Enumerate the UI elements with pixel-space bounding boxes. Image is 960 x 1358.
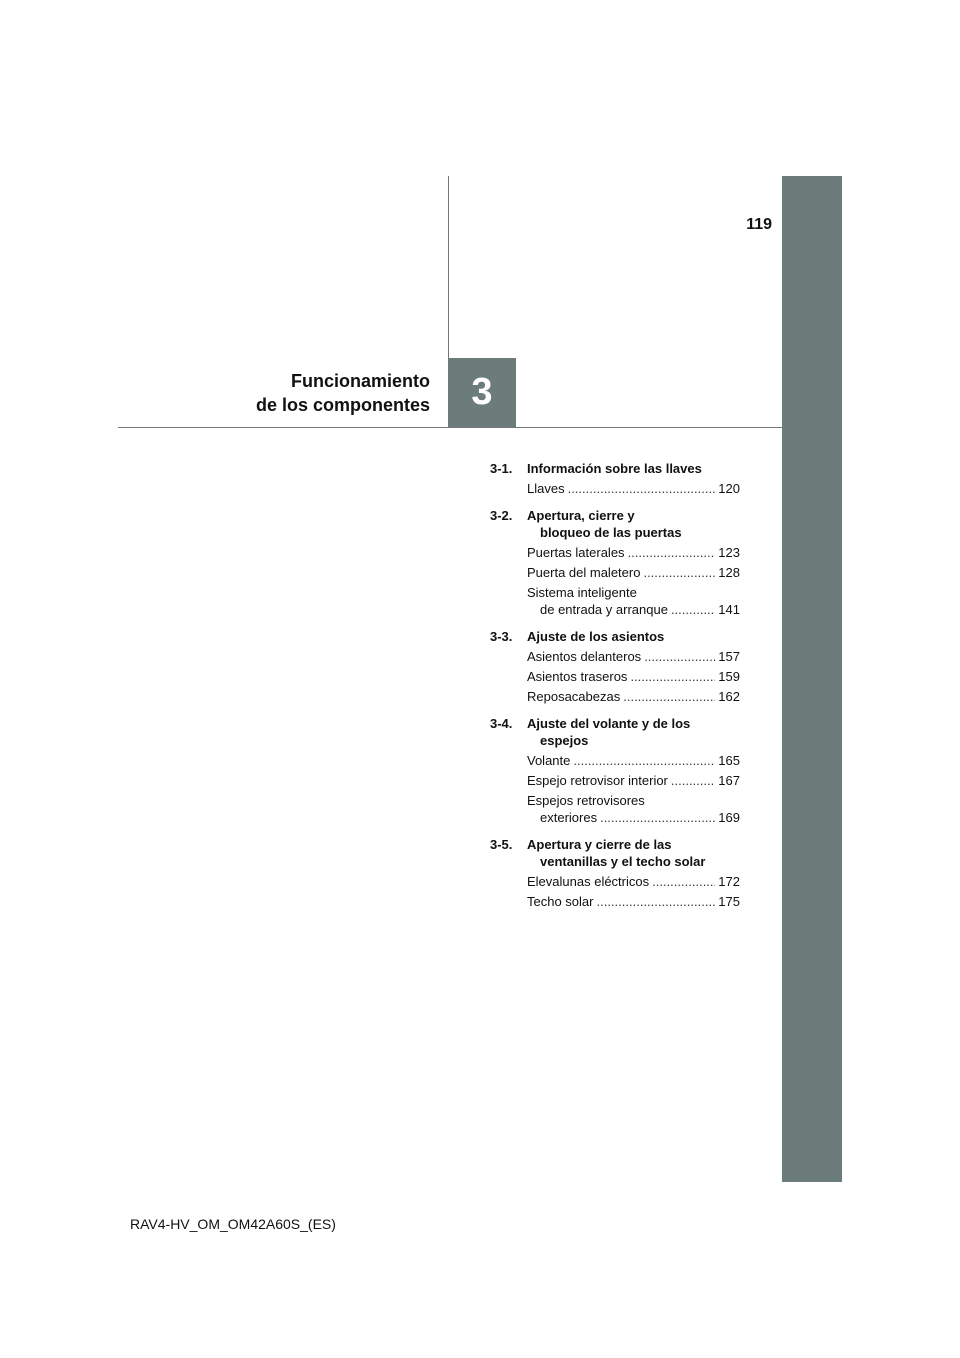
entry-title: Puerta del maletero	[527, 565, 641, 580]
dot-leader	[573, 752, 715, 769]
entry-page-number: 167	[718, 773, 740, 788]
section-title-line: bloqueo de las puertas	[540, 525, 682, 540]
table-of-contents	[490, 460, 740, 910]
toc-section	[490, 628, 740, 645]
horizontal-divider	[118, 427, 782, 428]
chapter-title	[200, 369, 430, 417]
section-title-line: ventanillas y el techo solar	[540, 854, 706, 869]
dot-leader	[630, 668, 715, 685]
side-thumb-tab	[782, 176, 842, 1182]
entry-page-number: 175	[718, 894, 740, 909]
toc-entry[interactable]	[527, 584, 740, 618]
section-number: 3-5.	[490, 837, 513, 852]
chapter-title-line1: Funcionamiento	[291, 371, 430, 391]
toc-entry[interactable]	[527, 564, 740, 581]
dot-leader	[671, 772, 715, 789]
chapter-number-badge: 3	[448, 358, 516, 427]
section-title	[527, 507, 682, 541]
toc-entry[interactable]	[527, 752, 740, 769]
dot-leader	[568, 480, 716, 497]
page-number: 119	[746, 216, 772, 233]
dot-leader	[623, 688, 715, 705]
entry-page-number: 123	[718, 545, 740, 560]
entry-page-number: 172	[718, 874, 740, 889]
entry-title: Asientos traseros	[527, 669, 628, 684]
toc-section	[490, 715, 740, 749]
section-title-line: Apertura y cierre de las	[527, 837, 672, 852]
toc-entry[interactable]	[527, 893, 740, 910]
entry-page-number: 159	[718, 669, 740, 684]
entry-title: Volante	[527, 753, 571, 768]
document-code: RAV4-HV_OM_OM42A60S_(ES)	[130, 1216, 336, 1232]
dot-leader	[600, 809, 715, 826]
section-number: 3-4.	[490, 716, 513, 731]
entry-title: de entrada y arranque	[540, 602, 668, 617]
dot-leader	[671, 601, 715, 618]
section-title-line: Ajuste de los asientos	[527, 629, 665, 644]
entry-page-number: 120	[718, 481, 740, 496]
section-title-line: Apertura, cierre y	[527, 508, 635, 523]
section-title	[527, 836, 705, 870]
toc-section	[490, 460, 740, 477]
toc-section	[490, 507, 740, 541]
toc-entry[interactable]	[527, 772, 740, 789]
toc-entry[interactable]	[527, 668, 740, 685]
dot-leader	[596, 893, 715, 910]
entry-title-line1: Espejos retrovisores	[527, 793, 645, 808]
entry-title: Elevalunas eléctricos	[527, 874, 650, 889]
section-title-line: espejos	[540, 733, 589, 748]
entry-page-number: 141	[718, 602, 740, 617]
dot-leader	[628, 544, 716, 561]
entry-title: Llaves	[527, 481, 565, 496]
section-number: 3-2.	[490, 508, 513, 523]
dot-leader	[644, 648, 715, 665]
entry-title-line1: Sistema inteligente	[527, 585, 637, 600]
entry-title: Puertas laterales	[527, 545, 625, 560]
toc-entry[interactable]	[527, 688, 740, 705]
section-title	[527, 628, 664, 645]
entry-page-number: 128	[718, 565, 740, 580]
entry-title: exteriores	[540, 810, 598, 825]
chapter-title-line2: de los componentes	[255, 395, 430, 415]
entry-title: Espejo retrovisor interior	[527, 773, 668, 788]
toc-entry[interactable]	[527, 480, 740, 497]
dot-leader	[643, 564, 715, 581]
toc-entry[interactable]	[527, 648, 740, 665]
toc-entry[interactable]	[527, 873, 740, 890]
entry-page-number: 162	[718, 689, 740, 704]
entry-title: Reposacabezas	[527, 689, 621, 704]
entry-title: Techo solar	[527, 894, 594, 909]
toc-entry[interactable]	[527, 792, 740, 826]
section-title	[527, 715, 690, 749]
entry-title: Asientos delanteros	[527, 649, 642, 664]
section-title	[527, 460, 702, 477]
entry-page-number: 165	[718, 753, 740, 768]
dot-leader	[652, 873, 715, 890]
entry-page-number: 169	[718, 810, 740, 825]
section-number: 3-3.	[490, 629, 513, 644]
entry-page-number: 157	[718, 649, 740, 664]
section-title-line: Información sobre las llaves	[527, 461, 702, 476]
toc-entry[interactable]	[527, 544, 740, 561]
section-title-line: Ajuste del volante y de los	[527, 716, 691, 731]
section-number: 3-1.	[490, 461, 513, 476]
toc-section	[490, 836, 740, 870]
